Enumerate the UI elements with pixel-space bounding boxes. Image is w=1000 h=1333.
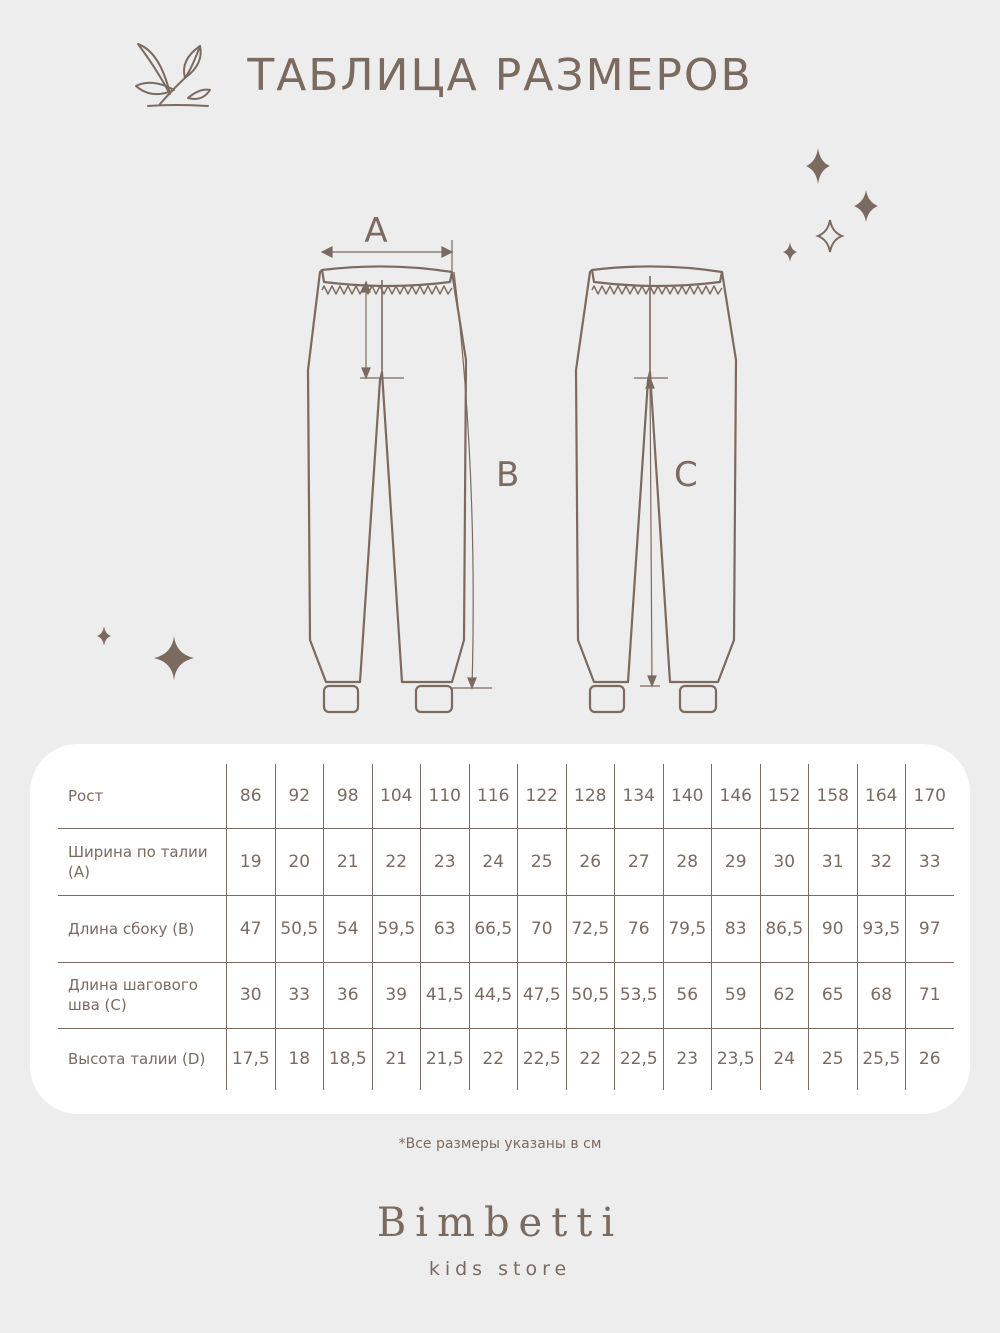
table-cell: 33 (275, 962, 324, 1028)
table-cell: 32 (857, 828, 906, 895)
table-cell: 20 (275, 828, 324, 895)
table-cell: 50,5 (566, 962, 615, 1028)
table-cell: 59,5 (372, 895, 421, 962)
table-cell: 164 (857, 764, 906, 828)
pants-back (576, 266, 736, 712)
table-cell: 25 (518, 828, 567, 895)
sparkle-outline-icon (818, 220, 842, 252)
table-cell: 29 (712, 828, 761, 895)
table-cell: 140 (663, 764, 712, 828)
table-cell: 23 (421, 828, 470, 895)
table-cell: 27 (615, 828, 664, 895)
table-cell: 146 (712, 764, 761, 828)
sparkle-icon (854, 190, 878, 222)
table-cell: 28 (663, 828, 712, 895)
table-cell: 90 (809, 895, 858, 962)
dimension-a-label: A (364, 211, 388, 251)
table-cell: 86 (227, 764, 276, 828)
sparkle-icon (97, 626, 111, 646)
table-cell: 21,5 (421, 1028, 470, 1090)
table-cell: 22 (566, 1028, 615, 1090)
table-row (58, 962, 954, 1028)
table-cell: 22,5 (518, 1028, 567, 1090)
dimension-b-label: B (496, 455, 520, 495)
page-title: ТАБЛИЦА РАЗМЕРОВ (247, 50, 753, 101)
table-cell: 25 (809, 1028, 858, 1090)
row-label: Рост (58, 764, 227, 828)
table-cell: 66,5 (469, 895, 518, 962)
table-cell: 47 (227, 895, 276, 962)
table-cell: 170 (906, 764, 954, 828)
table-cell: 21 (324, 828, 373, 895)
table-cell: 30 (760, 828, 809, 895)
table-cell: 128 (566, 764, 615, 828)
table-cell: 62 (760, 962, 809, 1028)
row-label: Длина сбоку (B) (58, 895, 227, 962)
table-cell: 39 (372, 962, 421, 1028)
table-cell: 47,5 (518, 962, 567, 1028)
sparkle-icon (806, 148, 830, 184)
table-cell: 93,5 (857, 895, 906, 962)
table-cell: 122 (518, 764, 567, 828)
table-cell: 26 (918, 1049, 941, 1070)
table-cell: 70 (518, 895, 567, 962)
brand-logo: Bimbetti (376, 1200, 624, 1246)
size-table (58, 764, 954, 1090)
table-cell: 63 (421, 895, 470, 962)
row-label: Ширина по талии (A) (58, 828, 227, 895)
table-cell: 71 (906, 962, 954, 1028)
table-cell: 18 (275, 1028, 324, 1090)
units-note: *Все размеры указаны в см (398, 1136, 602, 1152)
table-row (58, 895, 954, 962)
table-cell: 65 (809, 962, 858, 1028)
row-label: Высота талии (D) (58, 1028, 227, 1090)
dimension-c-label: C (674, 455, 698, 495)
sparkle-icon (783, 242, 797, 262)
table-cell: 31 (809, 828, 858, 895)
table-cell: 158 (809, 764, 858, 828)
table-cell: 36 (324, 962, 373, 1028)
table-row (58, 764, 954, 828)
table-cell: 56 (663, 962, 712, 1028)
table-cell: 24 (760, 1028, 809, 1090)
table-cell: 23,5 (712, 1028, 761, 1090)
table-row (58, 828, 954, 895)
table-cell: 83 (712, 895, 761, 962)
table-row (58, 1028, 954, 1090)
table-cell: 18,5 (324, 1028, 373, 1090)
table-cell: 23 (663, 1028, 712, 1090)
table-cell: 134 (615, 764, 664, 828)
pants-diagram (300, 210, 750, 720)
table-cell: 54 (324, 895, 373, 962)
table-cell: 98 (324, 764, 373, 828)
table-cell: 22 (469, 1028, 518, 1090)
table-cell: 110 (421, 764, 470, 828)
size-table-card (30, 744, 970, 1114)
table-cell: 26 (566, 828, 615, 895)
table-cell: 53,5 (615, 962, 664, 1028)
table-cell: 76 (615, 895, 664, 962)
table-cell: 79,5 (663, 895, 712, 962)
table-cell: 22 (372, 828, 421, 895)
table-cell: 50,5 (275, 895, 324, 962)
table-cell: 25,5 (857, 1028, 906, 1090)
table-cell: 86,5 (760, 895, 809, 962)
table-cell: 22,5 (615, 1028, 664, 1090)
table-cell: 116 (469, 764, 518, 828)
table-cell: 41,5 (421, 962, 470, 1028)
table-cell: 30 (227, 962, 276, 1028)
table-cell: 21 (372, 1028, 421, 1090)
sparkle-icon (154, 636, 194, 680)
table-cell: 24 (469, 828, 518, 895)
row-label: Длина шагового шва (C) (58, 962, 227, 1028)
table-cell: 97 (906, 895, 954, 962)
table-cell: 44,5 (469, 962, 518, 1028)
table-cell: 68 (857, 962, 906, 1028)
brand-subtitle: kids store (428, 1258, 572, 1280)
pants-front (308, 266, 466, 712)
table-cell: 72,5 (566, 895, 615, 962)
table-cell: 104 (372, 764, 421, 828)
table-cell: 33 (906, 828, 954, 895)
table-cell: 19 (227, 828, 276, 895)
table-cell: 17,5 (227, 1028, 276, 1090)
table-cell: 152 (760, 764, 809, 828)
table-cell: 59 (712, 962, 761, 1028)
table-cell: 92 (275, 764, 324, 828)
